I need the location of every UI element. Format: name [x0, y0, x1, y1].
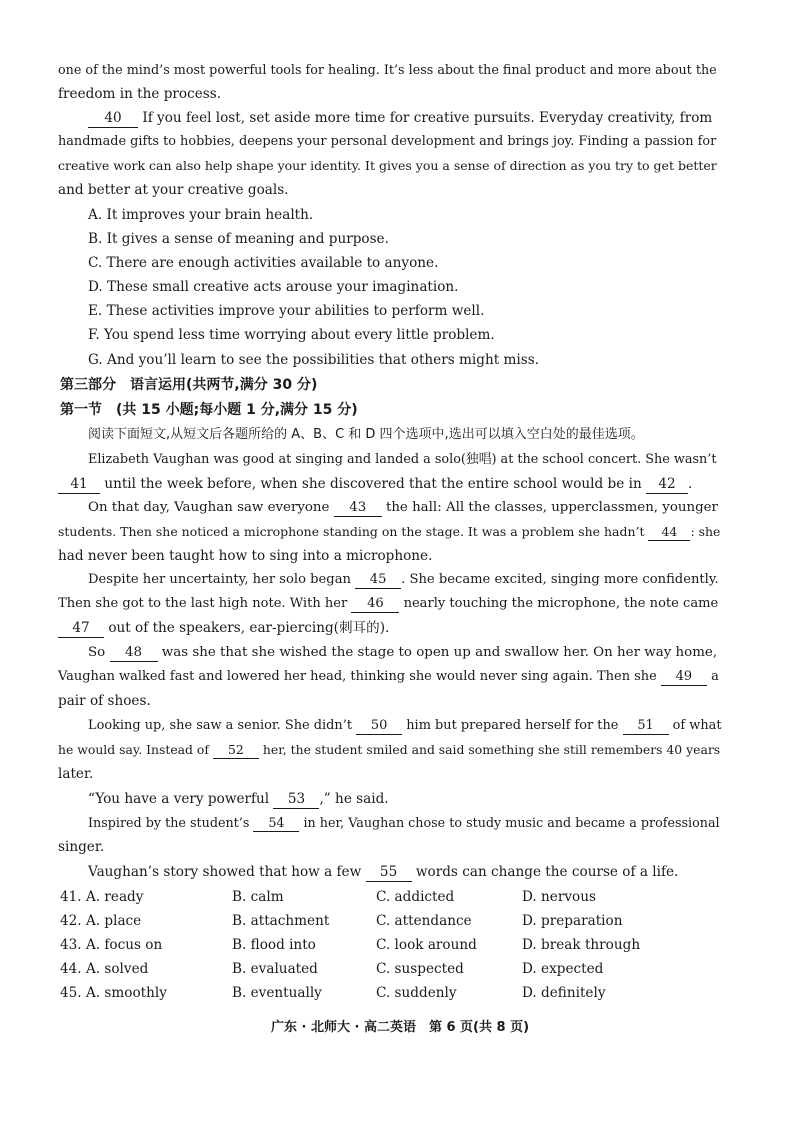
choice-b[interactable]: B. eventually — [232, 985, 322, 1001]
blank-47: 47 — [58, 620, 104, 638]
blank-40: 40 — [88, 110, 138, 128]
cloze-line: Vaughan walked fast and lowered her head, thinking she would never sing again. Then she 49 a — [58, 669, 719, 684]
blank-55: 55 — [366, 864, 412, 882]
cloze-line: later. — [58, 766, 94, 782]
cloze-line: “You have a very powerful 53 ,” he said. — [88, 791, 389, 807]
cloze-line: students. Then she noticed a microphone standing on the stage. It was a problem she hadn’t 44 : she — [58, 524, 721, 539]
choice-a[interactable]: 42. A. place — [60, 913, 142, 929]
cloze-line: Vaughan’s story showed that how a few 55 words can change the course of a life. — [88, 864, 679, 880]
passage-line: handmade gifts to hobbies, deepens your personal development and brings joy. Finding a passion for — [58, 134, 717, 149]
passage-line: creative work can also help shape your identity. It gives you a sense of direction as you try to get better — [58, 158, 717, 173]
blank-45: 45 — [355, 571, 401, 589]
cloze-line: Despite her uncertainty, her solo began 45 . She became excited, singing more confidently. — [88, 572, 719, 587]
option-b: B. It gives a sense of meaning and purpose. — [88, 231, 389, 247]
option-d: D. These small creative acts arouse your imagination. — [88, 279, 459, 295]
instruction: 阅读下面短文,从短文后各题所给的 A、B、C 和 D 四个选项中,选出可以填入空白处的最佳选项。 — [88, 427, 644, 442]
cloze-line: So 48 was she that she wished the stage to open up and swallow her. On her way home, — [88, 645, 718, 660]
part-title: 第三部分 语言运用(共两节,满分 30 分) — [60, 377, 318, 393]
blank-52: 52 — [213, 741, 259, 759]
option-a: A. It improves your brain health. — [88, 207, 314, 223]
blank-41: 41 — [58, 476, 100, 494]
cloze-line: he would say. Instead of 52 her, the student smiled and said something she still remembers 40 years — [58, 742, 721, 757]
choice-c[interactable]: C. suspected — [376, 961, 464, 977]
passage-line-q40: 40 If you feel lost, set aside more time for creative pursuits. Everyday creativity, from — [88, 108, 720, 128]
choice-a[interactable]: 44. A. solved — [60, 961, 149, 977]
cloze-line: Inspired by the student’s 54 in her, Vaughan chose to study music and became a professional — [88, 815, 720, 830]
cloze-line: On that day, Vaughan saw everyone 43 the hall: All the classes, upperclassmen, younger — [88, 500, 718, 515]
cloze-line: Then she got to the last high note. With her 46 nearly touching the microphone, the note came — [58, 596, 719, 611]
cloze-line: Elizabeth Vaughan was good at singing and landed a solo(独唱) at the school concert. She wasn’t — [88, 452, 717, 467]
blank-53: 53 — [273, 791, 319, 809]
cloze-line: had never been taught how to sing into a microphone. — [58, 548, 433, 564]
choice-a[interactable]: 41. A. ready — [60, 889, 144, 905]
choice-b[interactable]: B. calm — [232, 889, 284, 905]
page-footer: 广东 · 北师大 · 高二英语 第 6 页(共 8 页) — [270, 1020, 530, 1035]
choice-a[interactable]: 43. A. focus on — [60, 937, 163, 953]
choice-d[interactable]: D. break through — [522, 937, 641, 953]
blank-49: 49 — [661, 668, 707, 686]
choice-c[interactable]: C. attendance — [376, 913, 472, 929]
blank-46: 46 — [351, 595, 399, 613]
passage-line: and better at your creative goals. — [58, 182, 289, 198]
option-e: E. These activities improve your abilities to perform well. — [88, 303, 485, 319]
choice-c[interactable]: C. addicted — [376, 889, 455, 905]
option-c: C. There are enough activities available to anyone. — [88, 255, 439, 271]
blank-51: 51 — [623, 717, 669, 735]
blank-42: 42 — [646, 476, 688, 494]
cloze-line: singer. — [58, 839, 105, 855]
cloze-line: pair of shoes. — [58, 693, 151, 709]
choice-c[interactable]: C. suddenly — [376, 985, 457, 1001]
choice-b[interactable]: B. evaluated — [232, 961, 318, 977]
choice-b[interactable]: B. attachment — [232, 913, 330, 929]
blank-48: 48 — [110, 644, 158, 662]
blank-43: 43 — [334, 499, 382, 517]
choice-a[interactable]: 45. A. smoothly — [60, 985, 167, 1001]
blank-50: 50 — [356, 717, 402, 735]
cloze-line: Looking up, she saw a senior. She didn’t 50 him but prepared herself for the 51 of what — [88, 718, 722, 733]
choice-c[interactable]: C. look around — [376, 937, 477, 953]
cloze-line: 41 until the week before, when she discovered that the entire school would be in 42 . — [58, 474, 720, 494]
choice-b[interactable]: B. flood into — [232, 937, 316, 953]
option-f: F. You spend less time worrying about every little problem. — [88, 327, 495, 343]
section-title: 第一节 (共 15 小题;每小题 1 分,满分 15 分) — [60, 402, 358, 418]
choice-d[interactable]: D. nervous — [522, 889, 596, 905]
blank-44: 44 — [648, 523, 690, 541]
passage-line: one of the mind’s most powerful tools for healing. It’s less about the final product and more about the — [58, 62, 717, 77]
choice-d[interactable]: D. preparation — [522, 913, 623, 929]
option-g: G. And you’ll learn to see the possibilities that others might miss. — [88, 352, 539, 368]
choice-d[interactable]: D. definitely — [522, 985, 606, 1001]
cloze-line: 47 out of the speakers, ear-piercing(刺耳的). — [58, 618, 720, 638]
choice-d[interactable]: D. expected — [522, 961, 604, 977]
passage-line: freedom in the process. — [58, 86, 222, 102]
blank-54: 54 — [253, 814, 299, 832]
